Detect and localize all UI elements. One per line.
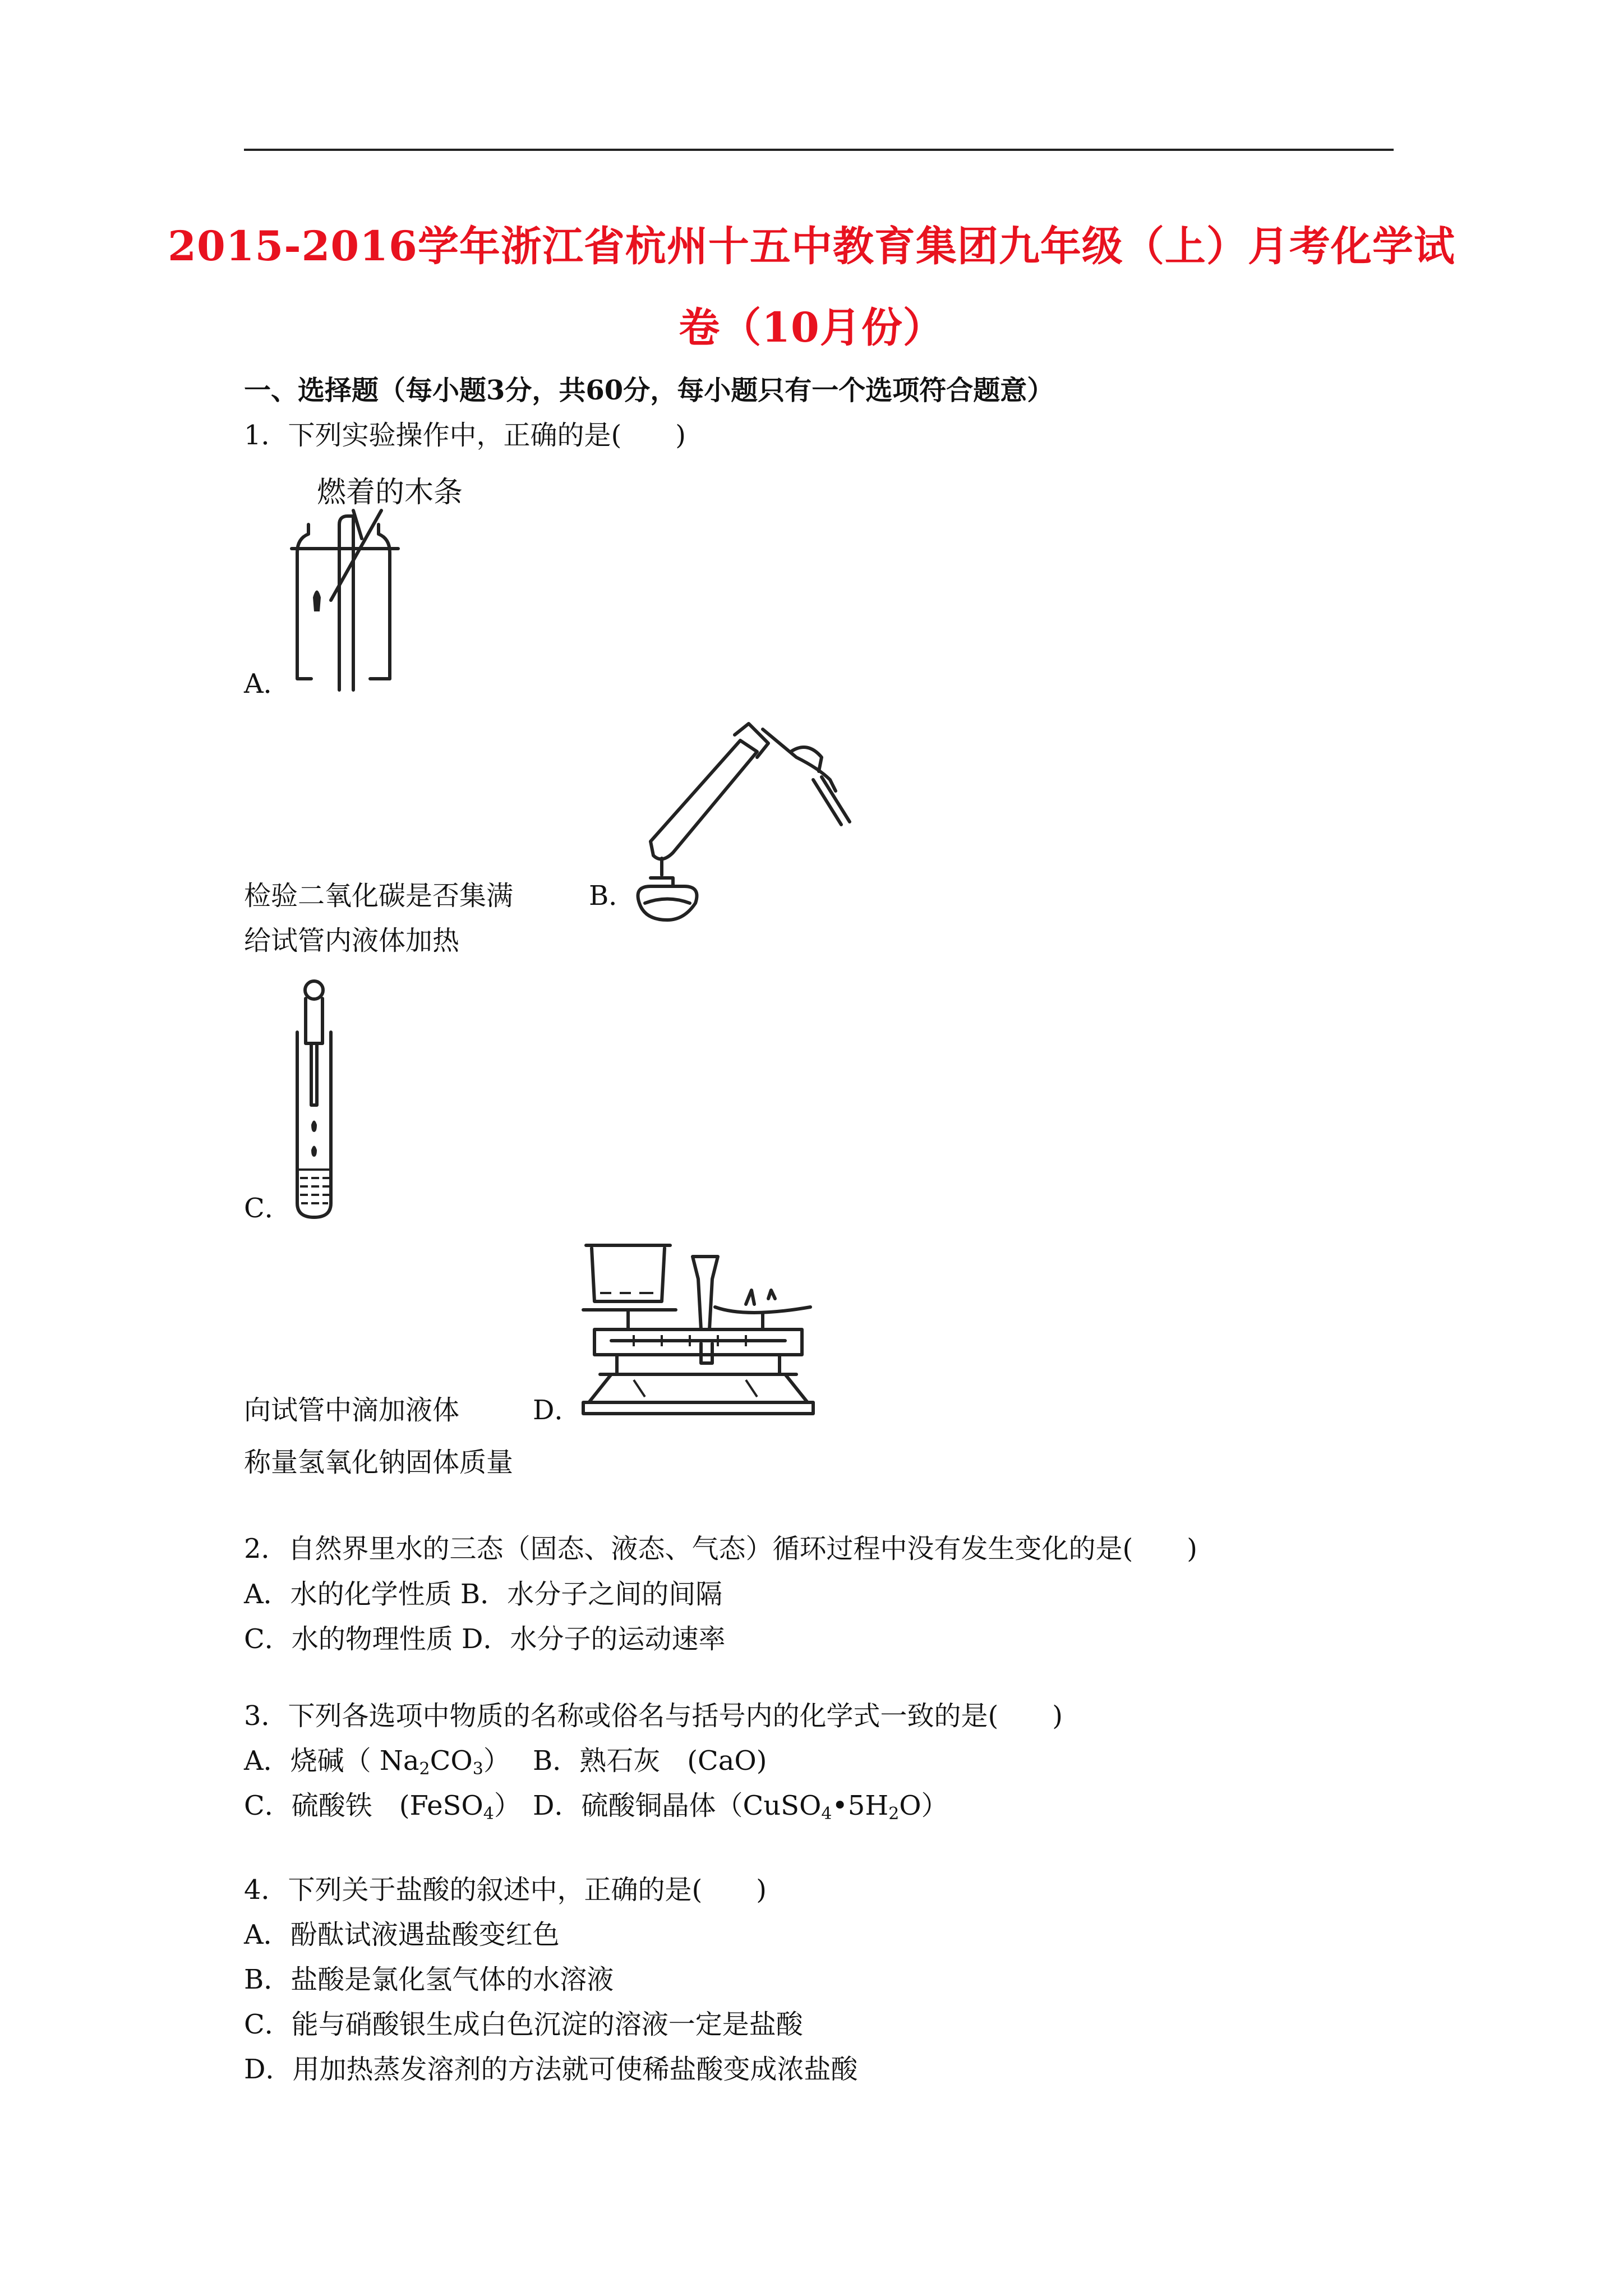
q1-option-b-letter: B．: [589, 880, 636, 912]
q2-options-ab: A．水的化学性质 B．水分子之间的间隔: [244, 1579, 723, 1610]
header-rule: [244, 149, 1394, 151]
q1-option-d-text: 称量氢氧化钠固体质量: [244, 1447, 514, 1478]
q1-option-c-letter: C．: [244, 1193, 292, 1224]
q4-option-b: B．盐酸是氯化氢气体的水溶液: [244, 1964, 614, 1995]
figure-a-caption: 燃着的木条: [317, 476, 463, 509]
section-heading: 一、选择题（每小题3分，共60分，每小题只有一个选项符合题意）: [244, 375, 1054, 406]
q2-stem: 2．自然界里水的三态（固态、液态、气态）循环过程中没有发生变化的是( ): [244, 1533, 1197, 1565]
q4-stem: 4．下列关于盐酸的叙述中，正确的是( ): [244, 1874, 767, 1906]
q1-option-a-text: 检验二氧化碳是否集满: [244, 880, 514, 912]
q1-option-a-letter: A．: [244, 668, 291, 700]
q1-stem: 1．下列实验操作中，正确的是( ): [244, 420, 686, 451]
q3-option-c: C．硫酸铁 (FeSO$_4$）: [244, 1790, 521, 1824]
page-title-line2: 卷（10月份）: [679, 303, 944, 352]
q3-option-b: B．熟石灰 (CaO): [533, 1745, 767, 1777]
test-tube-heating-figure: [628, 718, 852, 926]
page-title-line1: 2015-2016学年浙江省杭州十五中教育集团九年级（上）月考化学试: [168, 222, 1455, 270]
q3-option-a: A．烧碱（ $Na_2CO_3$）: [244, 1745, 510, 1779]
q1-option-b-text: 给试管内液体加热: [244, 925, 460, 956]
q2-options-cd: C．水的物理性质 D．水分子的运动速率: [244, 1623, 726, 1655]
balance-scale-figure: [578, 1234, 813, 1425]
q4-option-a: A．酚酞试液遇盐酸变红色: [244, 1919, 560, 1950]
q4-option-c: C．能与硝酸银生成白色沉淀的溶液一定是盐酸: [244, 2009, 803, 2040]
gas-bottle-figure: [286, 505, 409, 696]
q1-option-c-text: 向试管中滴加液体: [244, 1395, 460, 1426]
q3-stem: 3．下列各选项中物质的名称或俗名与括号内的化学式一致的是( ): [244, 1700, 1063, 1732]
dropper-test-tube-figure: [283, 976, 351, 1223]
q1-option-d-letter: D．: [533, 1395, 582, 1426]
q4-option-d: D．用加热蒸发溶剂的方法就可使稀盐酸变成浓盐酸: [244, 2054, 858, 2085]
q3-option-d: D．硫酸铜晶体$(CuSO_4•5H_2O)$: [533, 1790, 948, 1824]
